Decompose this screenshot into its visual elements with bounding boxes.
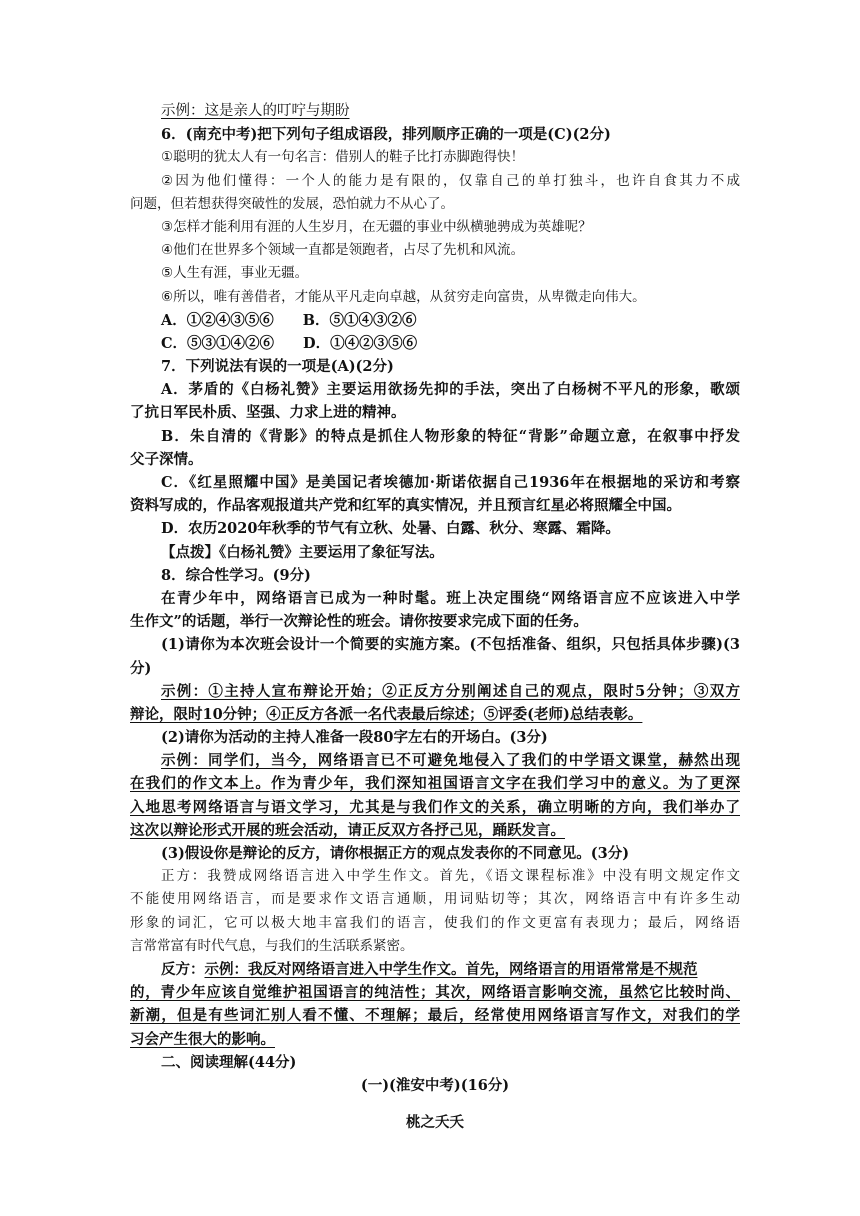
option-c-line-2: 资料写成的，作品客观报道共产党和红军的真实情况，并且预言红星必将照耀全中国。	[130, 497, 681, 515]
option-b-line-2: 父子深情。	[130, 450, 203, 468]
q8-intro-line-2: 生作文”的话题，举行一次辩论性的班会。请你按要求完成下面的任务。	[130, 613, 588, 631]
part-3-question: (3)假设你是辩论的反方，请你根据正方的观点发表你的不同意见。(3分)	[161, 845, 630, 862]
pro-side-line-1: 正方：我赞成网络语言进入中学生作文。首先，《语文课程标准》中没有明文规定作文	[161, 868, 740, 885]
part-2-answer-line-4: 这次以辩论形式开展的班会活动，请正反双方各抒己见，踊跃发言。	[130, 821, 565, 839]
sentence-1: ①聪明的犹太人有一句名言：借别人的鞋子比打赤脚跑得快！	[161, 149, 525, 166]
sentence-5: ⑤人生有涯，事业无疆。	[161, 265, 309, 282]
sentence-2-line-1: ②因为他们懂得：一个人的能力是有限的，仅靠自己的单打独斗，也许自食其力不成	[161, 172, 740, 189]
document-page	[130, 100, 740, 1134]
option-c-line-1: C．《红星照耀中国》是美国记者埃德加·斯诺依据自己1936年在根据地的采访和考察	[161, 474, 740, 491]
option-d: D．农历2020年秋季的节气有立秋、处暑、白露、秋分、寒露、霜降。	[161, 520, 620, 538]
con-side-line-4: 习会产生很大的影响。	[130, 1030, 275, 1048]
part-1-question-line-1: (1)请你为本次班会设计一个简要的实施方案。(不包括准备、组织，只包括具体步骤)(3	[161, 636, 740, 654]
part-2-question: (2)请你为活动的主持人准备一段80字左右的开场白。(3分)	[161, 729, 548, 747]
pro-side-line-4: 言常常富有时代气息，与我们的生活联系紧密。	[130, 937, 414, 954]
con-side-label: 反方：	[161, 960, 205, 978]
option-a-line-2: 了抗日军民朴质、坚强、力求上进的精神。	[130, 404, 406, 422]
con-side-answer-1: 示例：我反对网络语言进入中学生作文。首先，网络语言的用语常常是不规范	[204, 960, 698, 978]
question-7-stem: 7．下列说法有误的一项是(A)(2分)	[161, 358, 394, 376]
part-2-answer-line-3: 入地思考网络语言与语文学习，尤其是与我们作文的关系，确立明晰的方向，我们举办了	[130, 798, 740, 816]
sentence-3: ③怎样才能利用有涯的人生岁月，在无疆的事业中纵横驰骋成为英雄呢？	[161, 218, 592, 235]
sentence-4: ④他们在世界多个领域一直都是领跑者，占尽了先机和风流。	[161, 242, 525, 259]
options-c-d: C．⑤③①④②⑥ D．①④②③⑤⑥	[161, 334, 418, 352]
con-side-line-1	[130, 958, 740, 981]
example-answer: 示例：这是亲人的叮咛与期盼	[161, 103, 350, 119]
options-a-b: A．①②④③⑤⑥ B．⑤①④③②⑥	[161, 311, 417, 329]
hint: 【点拨】《白杨礼赞》主要运用了象征写法。	[161, 543, 444, 561]
part-1-answer-line-1: 示例：①主持人宣布辩论开始；②正反方分别阐述自己的观点，限时5分钟；③双方	[161, 682, 740, 700]
pro-side-line-3: 形象的词汇，它可以极大地丰富我们的语言，使我们的作文更富有表现力；最后，网络语	[130, 914, 740, 931]
q8-intro-line-1: 在青少年中，网络语言已成为一种时髦。班上决定围绕“网络语言应不应该进入中学	[161, 589, 740, 607]
con-side-line-2: 的，青少年应该自觉维护祖国语言的纯洁性；其次，网络语言影响交流，虽然它比较时尚、	[130, 984, 740, 1002]
sentence-2-line-2: 问题，但若想获得突破性的发展，恐怕就力不从心了。	[130, 195, 454, 212]
part-1-question-line-2: 分)	[130, 659, 152, 677]
con-side-line-3: 新潮，但是有些词汇别人看不懂、不理解；最后，经常使用网络语言写作文，对我们的学	[130, 1007, 740, 1025]
option-b-line-1: B．朱自清的《背影》的特点是抓住人物形象的特征“背影”命题立意，在叙事中抒发	[161, 427, 740, 445]
passage-title: 桃之夭夭	[406, 1114, 464, 1132]
sentence-6: ⑥所以，唯有善借者，才能从平凡走向卓越，从贫穷走向富贵，从卑微走向伟大。	[161, 288, 646, 305]
part-1-answer-line-2: 辩论，限时10分钟；④正反方各派一名代表最后综述；⑤评委(老师)总结表彰。	[130, 705, 643, 723]
option-a-line-1: A．茅盾的《白杨礼赞》主要运用欲扬先抑的手法，突出了白杨树不平凡的形象，歌颂	[161, 381, 740, 399]
pro-side-line-2: 不能使用网络语言，而是要求作文语言通顺，用词贴切等；其次，网络语言中有许多生动	[130, 891, 740, 908]
question-8-stem: 8．综合性学习。(9分)	[161, 566, 311, 584]
section-2-subheading: (一)(淮安中考)(16分)	[360, 1076, 510, 1094]
part-2-answer-line-1: 示例：同学们，当今，网络语言已不可避免地侵入了我们的中学语文课堂，赫然出现	[161, 752, 740, 770]
section-2-heading: 二、阅读理解(44分)	[161, 1053, 297, 1071]
part-2-answer-line-2: 在我们的作文本上。作为青少年，我们深知祖国语言文字在我们学习中的意义。为了更深	[130, 775, 740, 793]
question-6-stem: 6．(南充中考)把下列句子组成语段，排列顺序正确的一项是(C)(2分)	[161, 126, 611, 144]
